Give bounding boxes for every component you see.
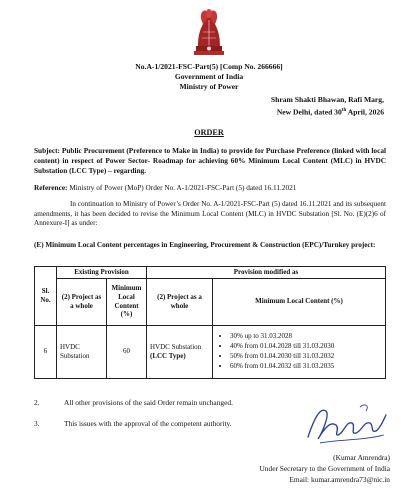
modified-provision-header: Provision modified as: [147, 267, 386, 279]
note-item: 2. All other provisions of the said Order remain unchanged.: [34, 398, 233, 407]
reference-number: No.A-1/2021-FSC-Part(5) [Comp No. 266666]: [135, 62, 283, 71]
note-item: 3. This issues with the approval of the competent authority.: [34, 419, 232, 428]
mlc-schedule-cell: [213, 325, 386, 378]
handwritten-signature: [300, 399, 392, 449]
table-row: [35, 325, 386, 378]
address-line: Shram Shakti Bhawan, Rafi Marg,: [270, 95, 384, 104]
table-subheader-row: [35, 278, 386, 325]
national-emblem-icon: [192, 6, 226, 58]
signer-designation: Under Secretary to the Government of India: [259, 464, 390, 473]
list-item: • 60% from 01.04.2032 till 31.03.2035: [230, 362, 382, 371]
modified-project-cell: HVDC Substation (LCC Type): [147, 325, 213, 378]
table-header-row: [35, 267, 386, 279]
subject: Subject: Public Procurement (Preference to Make in India) to provide for Purchase Preference (linked with local content) in respect of Power Sector- Roadmap for achieving 60% Minimum Local Content (MLC) in HVDC Substation (LCC Type) – regarding.: [34, 146, 386, 175]
ministry-name: Ministry of Power: [179, 82, 239, 91]
signer-email: Email: kumar.amrendra73@nic.in: [289, 475, 390, 484]
mlc-header-new: Minimum Local Content (%): [213, 278, 386, 325]
sl-no-header: Sl. No.: [35, 267, 57, 326]
existing-project-cell: HVDC Substation: [57, 325, 107, 378]
order-title: ORDER: [194, 128, 224, 137]
provision-table: [34, 266, 386, 379]
reference-line: Reference: Ministry of Power (MoP) Order No. A-1/2021-FSC-Part (5) dated 16.11.2021: [34, 183, 297, 192]
sl-cell: 6: [35, 325, 57, 378]
mlc-header: Minimum Local Content (%): [107, 278, 147, 325]
list-item: • 30% up to 31.03.2028: [230, 332, 382, 341]
existing-provision-header: Existing Provision: [57, 267, 147, 279]
signer-name: (Kumar Amrendra): [333, 453, 390, 462]
date-line: New Delhi, dated 30th April, 2026: [276, 107, 384, 117]
project-whole-header: (2) Project as a whole: [57, 278, 107, 325]
body-paragraph: In continuation to Ministry of Power’s Order No. A-1/2021-FSC-Part (5) dated 16.11.2021 and its subsequent amendments, it has been decided to revise the Minimum Local Content (MLC) in HVDC Substation [Sl. No. (E)(2)6 of Annexure-I] as under:: [34, 200, 386, 228]
list-item: • 50% from 01.04.2030 till 31.03.2032: [230, 352, 382, 361]
mlc-schedule-list: [216, 332, 382, 371]
project-whole-header-new: (2) Project as a whole: [147, 278, 213, 325]
government-name: Government of India: [174, 72, 244, 81]
list-item: • 40% from 01.04.2028 till 31.03.2030: [230, 342, 382, 351]
section-heading: (E) Minimum Local Content percentages in Engineering, Procurement & Construction (EPC)/Turnkey project:: [34, 241, 376, 249]
existing-mlc-cell: 60: [107, 325, 147, 378]
